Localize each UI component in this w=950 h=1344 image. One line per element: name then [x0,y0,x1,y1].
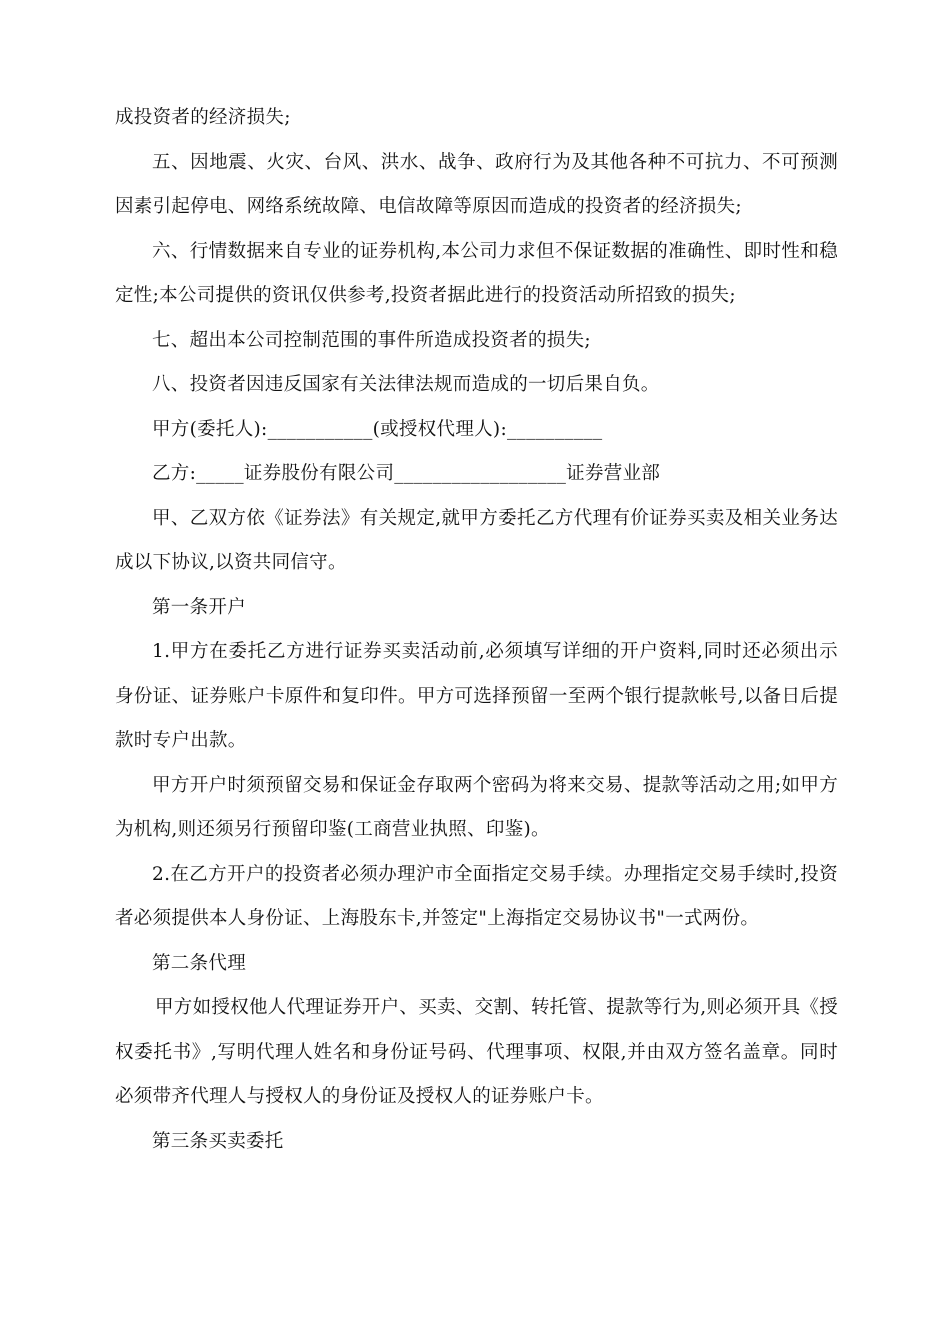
article-one-heading: 第一条开户 [152,596,247,618]
document-body [115,96,838,1164]
article-one-clause-2: 2.在乙方开户的投资者必须办理沪市全面指定交易手续。办理指定交易手续时,投资者必须提供本人身份证、上海股东卡,并签定"上海指定交易协议书"一式两份。 [115,863,838,929]
party-b-line: 乙方:_____证券股份有限公司__________________证券营业部 [152,463,661,484]
article-three-heading: 第三条买卖委托 [152,1130,284,1152]
agreement-preamble: 甲、乙双方依《证券法》有关规定,就甲方委托乙方代理有价证券买卖及相关业务达成以下协议,以资共同信守。 [115,507,838,573]
paragraph-item-seven: 七、超出本公司控制范围的事件所造成投资者的损失; [152,329,591,351]
article-two-heading: 第二条代理 [152,952,247,974]
paragraph-continuation: 成投资者的经济损失; [115,107,291,128]
paragraph-item-eight: 八、投资者因违反国家有关法律法规而造成的一切后果自负。 [152,374,660,395]
article-one-password-clause: 甲方开户时须预留交易和保证金存取两个密码为将来交易、提款等活动之用;如甲方为机构,则还须另行预留印鉴(工商营业执照、印鉴)。 [115,774,838,840]
article-two-body: 甲方如授权他人代理证券开户、买卖、交割、转托管、提款等行为,则必须开具《授权委托书》,写明代理人姓名和身份证号码、代理事项、权限,并由双方签名盖章。同时必须带齐代理人与授权人的身份证及授权人的证券账户卡。 [115,997,838,1107]
party-a-line: 甲方(委托人):___________(或授权代理人):__________ [152,418,603,440]
paragraph-item-five: 五、因地震、火灾、台风、洪水、战争、政府行为及其他各种不可抗力、不可预测因素引起停电、网络系统故障、电信故障等原因而造成的投资者的经济损失; [115,151,838,217]
article-one-clause-1: 1.甲方在委托乙方进行证券买卖活动前,必须填写详细的开户资料,同时还必须出示身份证、证券账户卡原件和复印件。甲方可选择预留一至两个银行提款帐号,以备日后提款时专户出款。 [115,641,838,751]
paragraph-item-six: 六、行情数据来自专业的证券机构,本公司力求但不保证数据的准确性、即时性和稳定性;本公司提供的资讯仅供参考,投资者据此进行的投资活动所招致的损失; [115,240,838,306]
